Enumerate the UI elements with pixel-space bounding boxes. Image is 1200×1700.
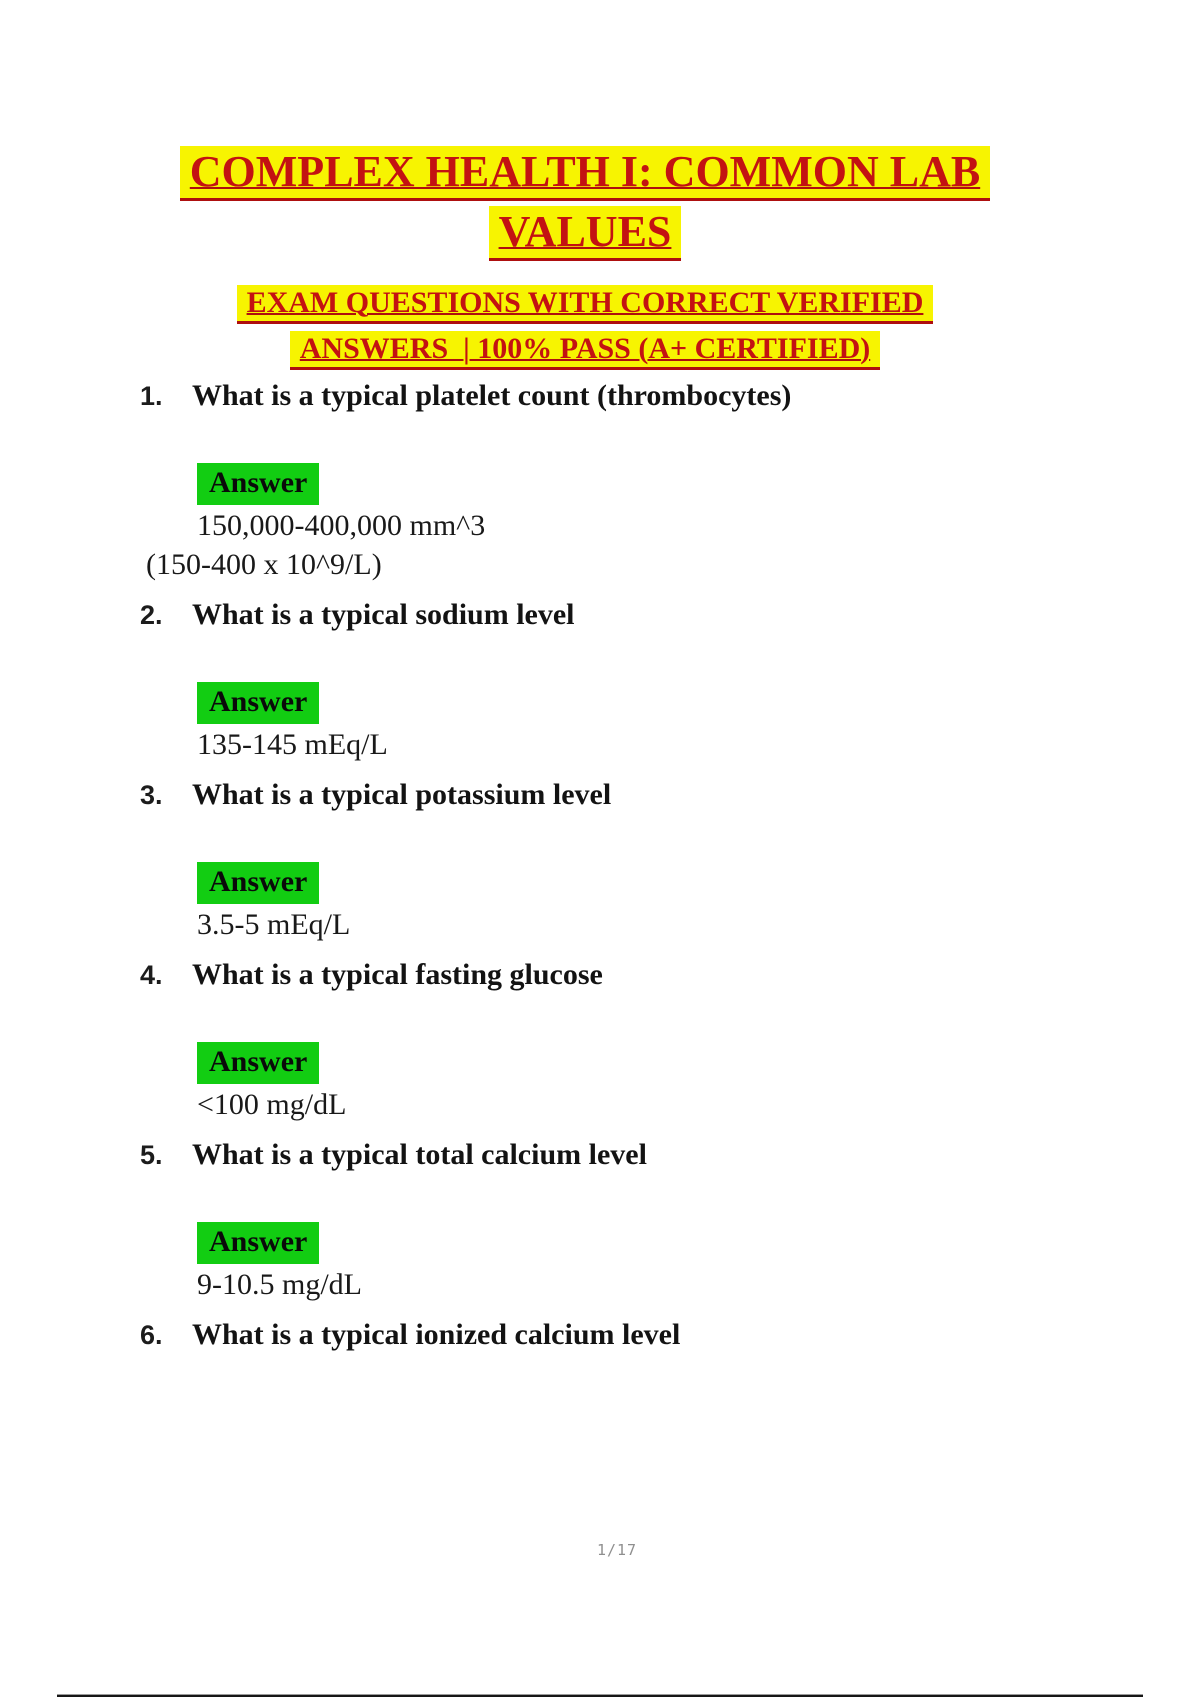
answer-highlight-label: Answer (197, 1222, 319, 1264)
qa-item-3 (15, 777, 1155, 943)
subtitle-line-1 (15, 280, 1155, 326)
title-highlight: VALUES (489, 206, 682, 261)
title-line-2 (15, 202, 1155, 262)
title-highlight: COMPLEX HEALTH I: COMMON LAB (180, 146, 990, 201)
document-title (15, 142, 1155, 262)
page-bottom-divider (57, 1694, 1143, 1697)
answer-highlight-label: Answer (197, 1042, 319, 1084)
qa-item-5 (15, 1137, 1155, 1303)
question-line (140, 1137, 1155, 1173)
qa-item-6 (15, 1317, 1155, 1353)
question-number: 1. (140, 381, 163, 411)
answer-label-row (197, 1222, 1155, 1264)
question-text: What is a typical ionized calcium level (192, 1318, 681, 1351)
answer-label-row (197, 682, 1155, 724)
title-line-1 (15, 142, 1155, 202)
question-number: 6. (140, 1320, 163, 1350)
qa-item-4 (15, 957, 1155, 1123)
question-line (140, 777, 1155, 813)
page-content (15, 0, 1155, 1353)
answer-label-row (197, 1042, 1155, 1084)
answer-highlight-label: Answer (197, 862, 319, 904)
answer-value: 150,000-400,000 mm^3 (197, 509, 486, 542)
question-line (140, 378, 1155, 414)
qa-item-2 (15, 597, 1155, 763)
question-text: What is a typical total calcium level (192, 1138, 647, 1171)
answer-value: 9-10.5 mg/dL (197, 1268, 362, 1301)
question-line (140, 597, 1155, 633)
question-number: 5. (140, 1140, 163, 1170)
question-number: 4. (140, 960, 163, 990)
subtitle-line-2 (15, 326, 1155, 372)
question-line (140, 957, 1155, 993)
answer-label-row (197, 463, 1155, 505)
question-number: 2. (140, 600, 163, 630)
document-subtitle (15, 280, 1155, 372)
qa-item-1 (15, 378, 1155, 583)
answer-value-secondary: (150-400 x 10^9/L) (146, 548, 382, 581)
answer-highlight-label: Answer (197, 682, 319, 724)
subtitle-highlight: EXAM QUESTIONS WITH CORRECT VERIFIED (237, 285, 934, 324)
question-text: What is a typical platelet count (thrombocytes) (192, 379, 792, 412)
question-line (140, 1317, 1155, 1353)
answer-label-row (197, 862, 1155, 904)
answer-value: 135-145 mEq/L (197, 728, 388, 761)
answer-highlight-label: Answer (197, 463, 319, 505)
answer-value: <100 mg/dL (197, 1088, 347, 1121)
question-list (15, 378, 1155, 1353)
question-text: What is a typical sodium level (192, 598, 575, 631)
question-number: 3. (140, 780, 163, 810)
answer-value: 3.5-5 mEq/L (197, 908, 351, 941)
question-text: What is a typical potassium level (192, 778, 612, 811)
subtitle-highlight: ANSWERS | 100% PASS (A+ CERTIFIED) (290, 331, 881, 370)
page-number: 1/17 (596, 1541, 638, 1559)
question-text: What is a typical fasting glucose (192, 958, 603, 991)
